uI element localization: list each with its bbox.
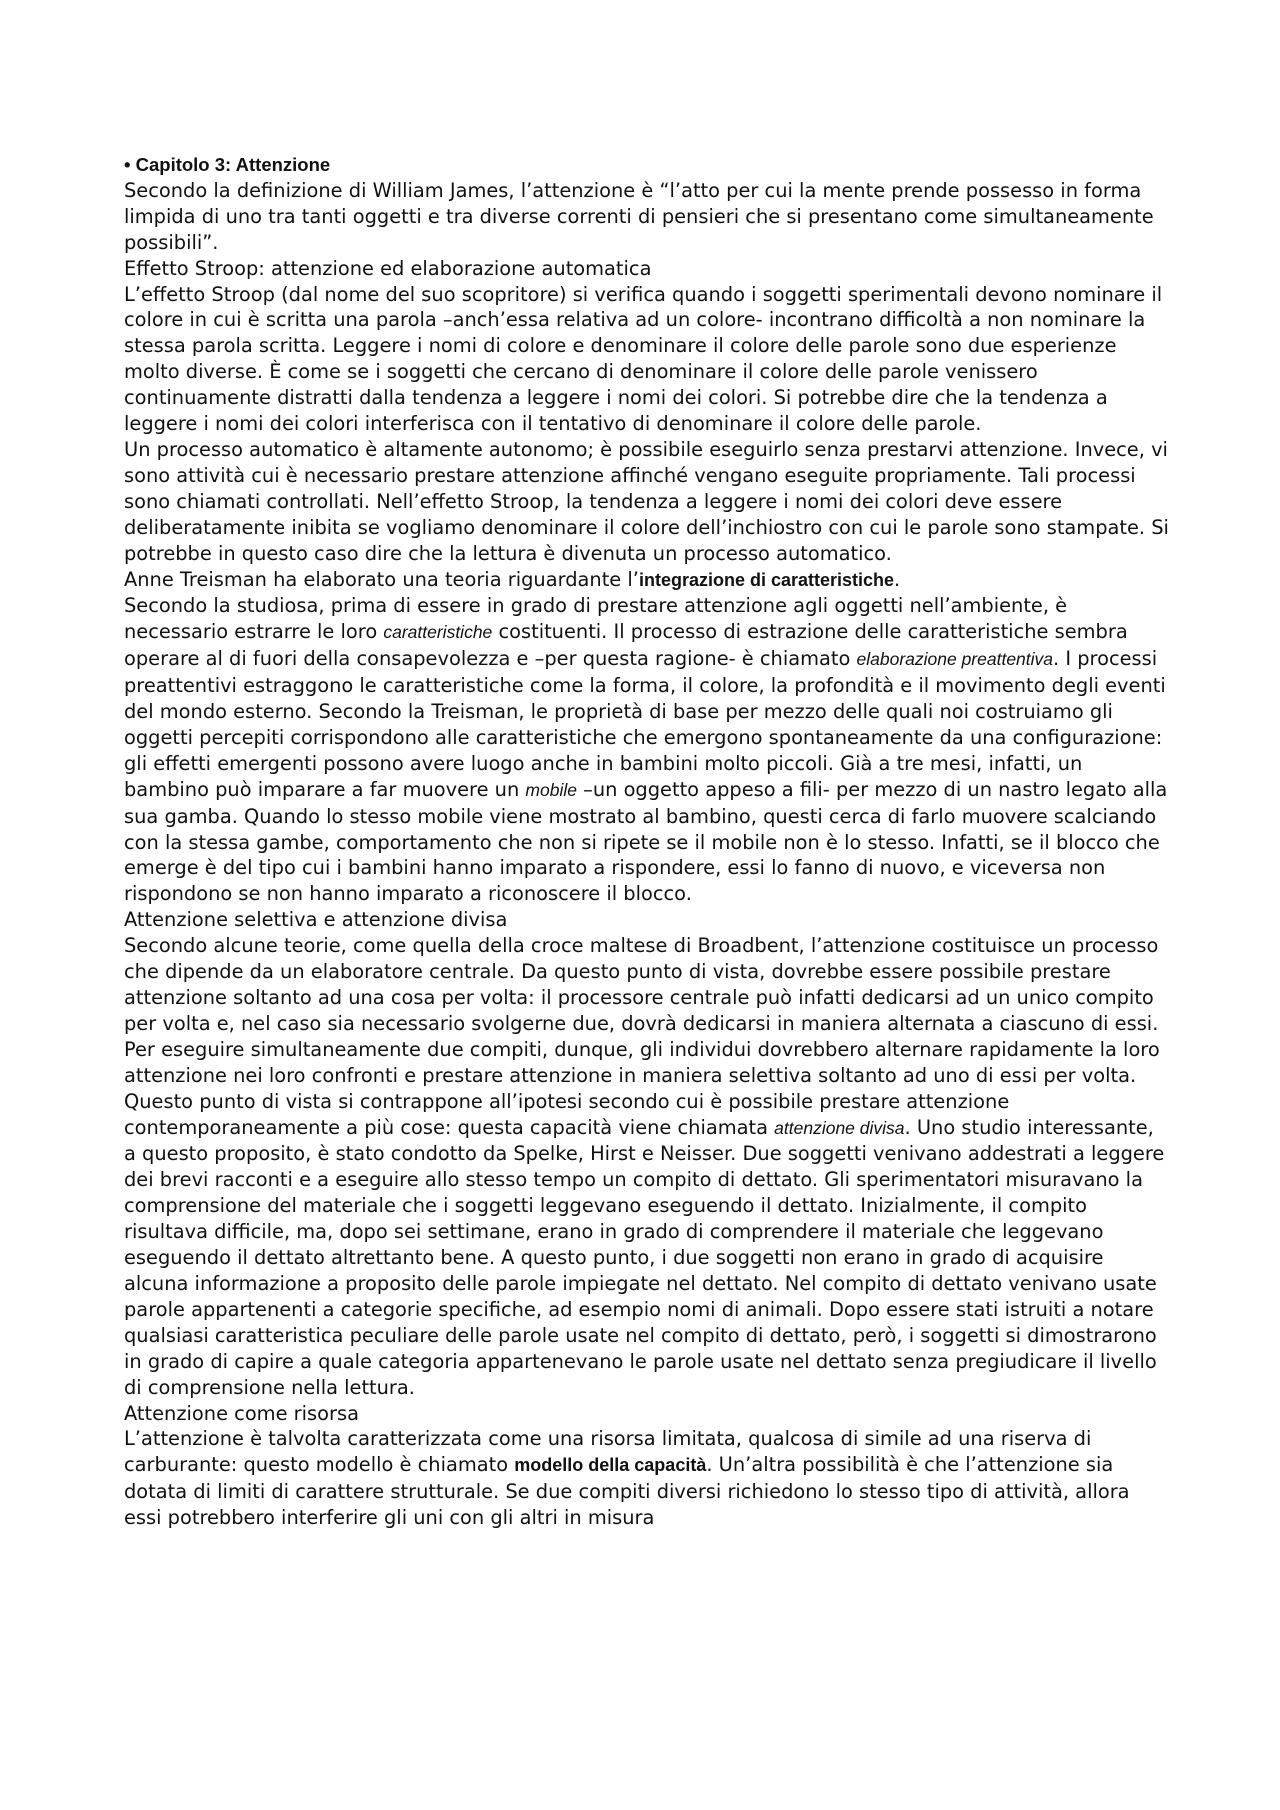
key-term: integrazione di caratteristiche [638, 569, 895, 590]
paragraph-treisman-2 [124, 593, 1170, 907]
section-heading-selective: Attenzione selettiva e attenzione divisa [124, 908, 508, 932]
key-term: attenzione divisa [774, 1117, 905, 1138]
text-run: . [894, 567, 901, 591]
paragraph-resource-1 [124, 1426, 1170, 1531]
intro-paragraph: Secondo la definizione di William James, l’attenzione è “l’atto per cui la mente prende possesso in forma limpida di uno tra tanti oggetti e tra diverse correnti di pensieri che si presentano come simultaneamente possibili”. [124, 178, 1154, 254]
text-run: Secondo la studiosa, prima di essere in grado di prestare attenzione agli oggetti nell’ambiente, è necessario estrarre le loro [124, 594, 1068, 644]
key-term: elaborazione preattentiva [856, 649, 1054, 670]
text-run: –un oggetto appeso a fili- per mezzo di un nastro legato alla sua gamba. Quando lo stesso mobile viene mostrato al bambino, questi cerca di farlo muovere scalciando con la stessa gambe, comportamento che non si ripete se il mobile non è lo stesso. Infatti, se il blocco che emerge è del tipo cui i bambini hanno imparato a rispondere, essi lo fanno di nuovo, e viceversa non rispondono se non hanno imparato a riconoscere il blocco. [124, 777, 1168, 906]
key-term: caratteristiche [383, 622, 493, 643]
text-run: Anne Treisman ha elaborato una teoria riguardante l’ [124, 567, 639, 591]
paragraph-treisman-1 [124, 567, 1170, 594]
key-term: modello della capacità [514, 1455, 707, 1476]
text-run: L’attenzione è talvolta caratterizzata come una risorsa limitata, qualcosa di simile ad una riserva di carburante: questo modello è chiamato [124, 1427, 1092, 1477]
text-run: Secondo alcune teorie, come quella della croce maltese di Broadbent, l’attenzione costituisce un processo che dipende da un elaboratore centrale. Da questo punto di vista, dovrebbe essere possibile prestare attenzione soltanto ad una cosa per volta: il processore centrale può infatti dedicarsi ad un unico compito per volta e, nel caso sia necessario svolgerne due, dovrà dedicarsi in maniera alternata a ciascuno di essi. Per eseguire simultaneamente due compiti, dunque, gli individui dovrebbero alternare rapidamente la loro attenzione nei loro confronti e prestare attenzione in maniera selettiva soltanto ad uno di essi per volta. Questo punto di vista si contrappone all’ipotesi secondo cui è possibile prestare attenzione contemporaneamente a più cose: questa capacità viene chiamata [124, 934, 1160, 1139]
paragraph-selective-1 [124, 933, 1170, 1400]
paragraph-stroop-1: L’effetto Stroop (dal nome del suo scopritore) si verifica quando i soggetti sperimentali devono nominare il colore in cui è scritta una parola –anch’essa relativa ad un colore- incontrano difficoltà a non nominare la stessa parola scritta. Leggere i nomi di colore e denominare il colore delle parole sono due esperienze molto diverse. È come se i soggetti che cercano di denominare il colore delle parole venissero continuamente distratti dalla tendenza a leggere i nomi dei colori. Si potrebbe dire che la tendenza a leggere i nomi dei colori interferisca con il tentativo di denominare il colore delle parole. [124, 282, 1163, 436]
text-run: . Un’altra possibilità è che l’attenzione sia dotata di limiti di carattere strutturale. Se due compiti diversi richiedono lo stesso tipo di attività, allora essi potrebbero interferire gli uni con gli altri in misura [124, 1453, 1130, 1530]
section-heading-resource: Attenzione come risorsa [124, 1401, 359, 1425]
chapter-title: • Capitolo 3: Attenzione [124, 154, 331, 175]
text-run: costituenti. Il processo di estrazione delle caratteristiche sembra operare al di fuori della consapevolezza e –per questa ragione- è chiamato [124, 620, 1128, 671]
key-term: mobile [525, 779, 577, 800]
document-page [124, 152, 1170, 1531]
text-run: . I processi preattentivi estraggono le caratteristiche come la forma, il colore, la profondità e il movimento degli eventi del mondo esterno. Secondo la Treisman, le proprietà di base per mezzo delle quali noi costruiamo gli oggetti percepiti corrispondono alle caratteristiche che emergono spontaneamente da una configurazione: gli effetti emergenti possono avere luogo anche in bambini molto piccoli. Già a tre mesi, infatti, un bambino può imparare a far muovere un [124, 647, 1166, 801]
text-run: . Uno studio interessante, a questo proposito, è stato condotto da Spelke, Hirst e Neisser. Due soggetti venivano addestrati a leggere dei brevi racconti e a eseguire allo stesso tempo un compito di dettato. Gli sperimentatori misuravano la comprensione del materiale che i soggetti leggevano eseguendo il dettato. Inizialmente, il compito risultava difficile, ma, dopo sei settimane, erano in grado di comprendere il materiale che leggevano eseguendo il dettato altrettanto bene. A questo punto, i due soggetti non erano in grado di acquisire alcuna informazione a proposito delle parole impiegate nel dettato. Nel compito di dettato venivano usate parole appartenenti a categorie specifiche, ad esempio nomi di animali. Dopo essere stati istruiti a notare qualsiasi caratteristica peculiare delle parole usate nel compito di dettato, però, i soggetti si dimostrarono in grado di capire a quale categoria appartenevano le parole usate nel dettato senza pregiudicare il livello di comprensione nella lettura. [124, 1115, 1165, 1399]
paragraph-stroop-2: Un processo automatico è altamente autonomo; è possibile eseguirlo senza prestarvi attenzione. Invece, vi sono attività cui è necessario prestare attenzione affinché vengano eseguite propriamente. Tali processi sono chiamati controllati. Nell’effetto Stroop, la tendenza a leggere i nomi dei colori deve essere deliberatamente inibita se vogliamo denominare il colore dell’inchiostro con cui le parole sono stampate. Si potrebbe in questo caso dire che la lettura è divenuta un processo automatico. [124, 437, 1169, 565]
section-heading-stroop: Effetto Stroop: attenzione ed elaborazione automatica [124, 256, 652, 280]
